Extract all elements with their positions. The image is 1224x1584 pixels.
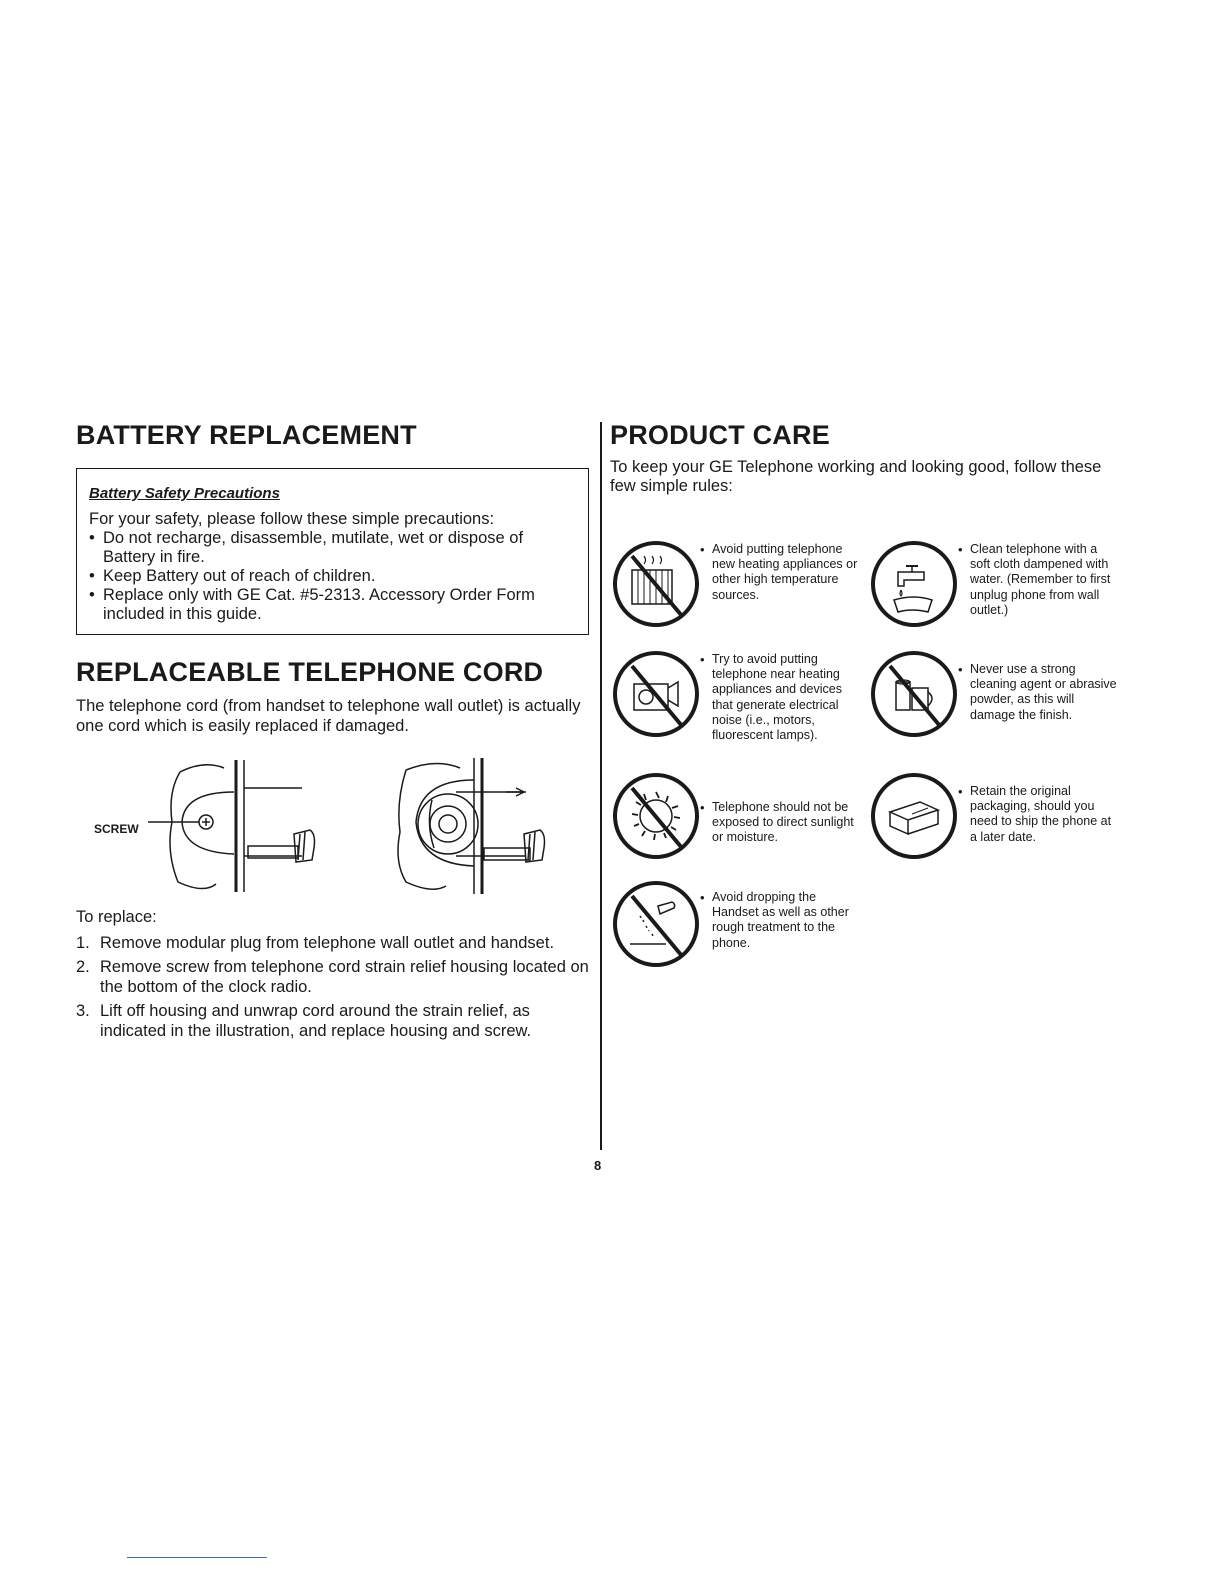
precaution-item: • Replace only with GE Cat. #5-2313. Accessory Order Form included in this guide. [89,586,576,624]
step-item: 2. Remove screw from telephone cord strain relief housing located on the bottom of the clock radio. [76,958,589,996]
care-intro: To keep your GE Telephone working and looking good, follow these few simple rules: [610,458,1102,495]
battery-safety-title: Battery Safety Precautions [89,485,280,502]
no-dropping-icon [610,878,702,970]
precaution-item: • Do not recharge, disassemble, mutilate, wet or dispose of Battery in fire. [89,529,576,567]
battery-safety-box [76,468,589,635]
housing-with-screw-diagram [144,752,344,902]
precaution-item: • Keep Battery out of reach of children. [89,567,576,586]
cord-diagrams [76,752,591,902]
step-item: 3. Lift off housing and unwrap cord around the strain relief, as indicated in the illustration, and replace housing and screw. [76,1002,532,1040]
cord-heading: REPLACEABLE TELEPHONE CORD [76,657,544,687]
page-number: 8 [594,1158,602,1173]
care-heading: PRODUCT CARE [610,420,830,450]
right-column [610,420,1130,950]
left-column [76,420,591,1045]
battery-precaution-list [89,529,576,624]
packaging-box-icon [868,770,960,862]
replace-steps [76,933,591,1041]
care-item-text: • Avoid dropping the Handset as well as other rough treatment to the phone. [712,890,862,951]
replace-label: To replace: [76,908,157,926]
footer-rule [127,1557,267,1558]
step-item: 1. Remove modular plug from telephone wall outlet and handset. [76,934,555,952]
care-item-text: • Never use a strong cleaning agent or abrasive powder, as this will damage the finish. [970,662,1120,723]
battery-heading: BATTERY REPLACEMENT [76,420,417,450]
care-item-text: • Retain the original packaging, should you need to ship the phone at a later date. [970,784,1120,845]
screw-label: SCREW [94,822,139,836]
faucet-cloth-icon [868,538,960,630]
strain-relief-diagram [376,752,576,902]
care-item-text: • Clean telephone with a soft cloth dampened with water. (Remember to first unplug phone from wall outlet.) [970,542,1120,618]
battery-safety-intro: For your safety, please follow these simple precautions: [89,510,495,528]
care-item-text: • Try to avoid putting telephone near heating appliances and devices that generate electrical noise (i.e., motors, fluorescent lamps). [712,652,862,743]
cord-intro: The telephone cord (from handset to telephone wall outlet) is actually one cord which is easily replaced if damaged. [76,697,581,735]
no-cleanser-icon [868,648,960,740]
no-noise-appliance-icon [610,648,702,740]
care-item-text: • Telephone should not be exposed to direct sunlight or moisture. [712,800,862,846]
care-item-text: • Avoid putting telephone new heating appliances or other high temperature sources. [712,542,862,603]
no-sunlight-icon [610,770,702,862]
no-heater-icon [610,538,702,630]
column-divider [600,422,602,1150]
